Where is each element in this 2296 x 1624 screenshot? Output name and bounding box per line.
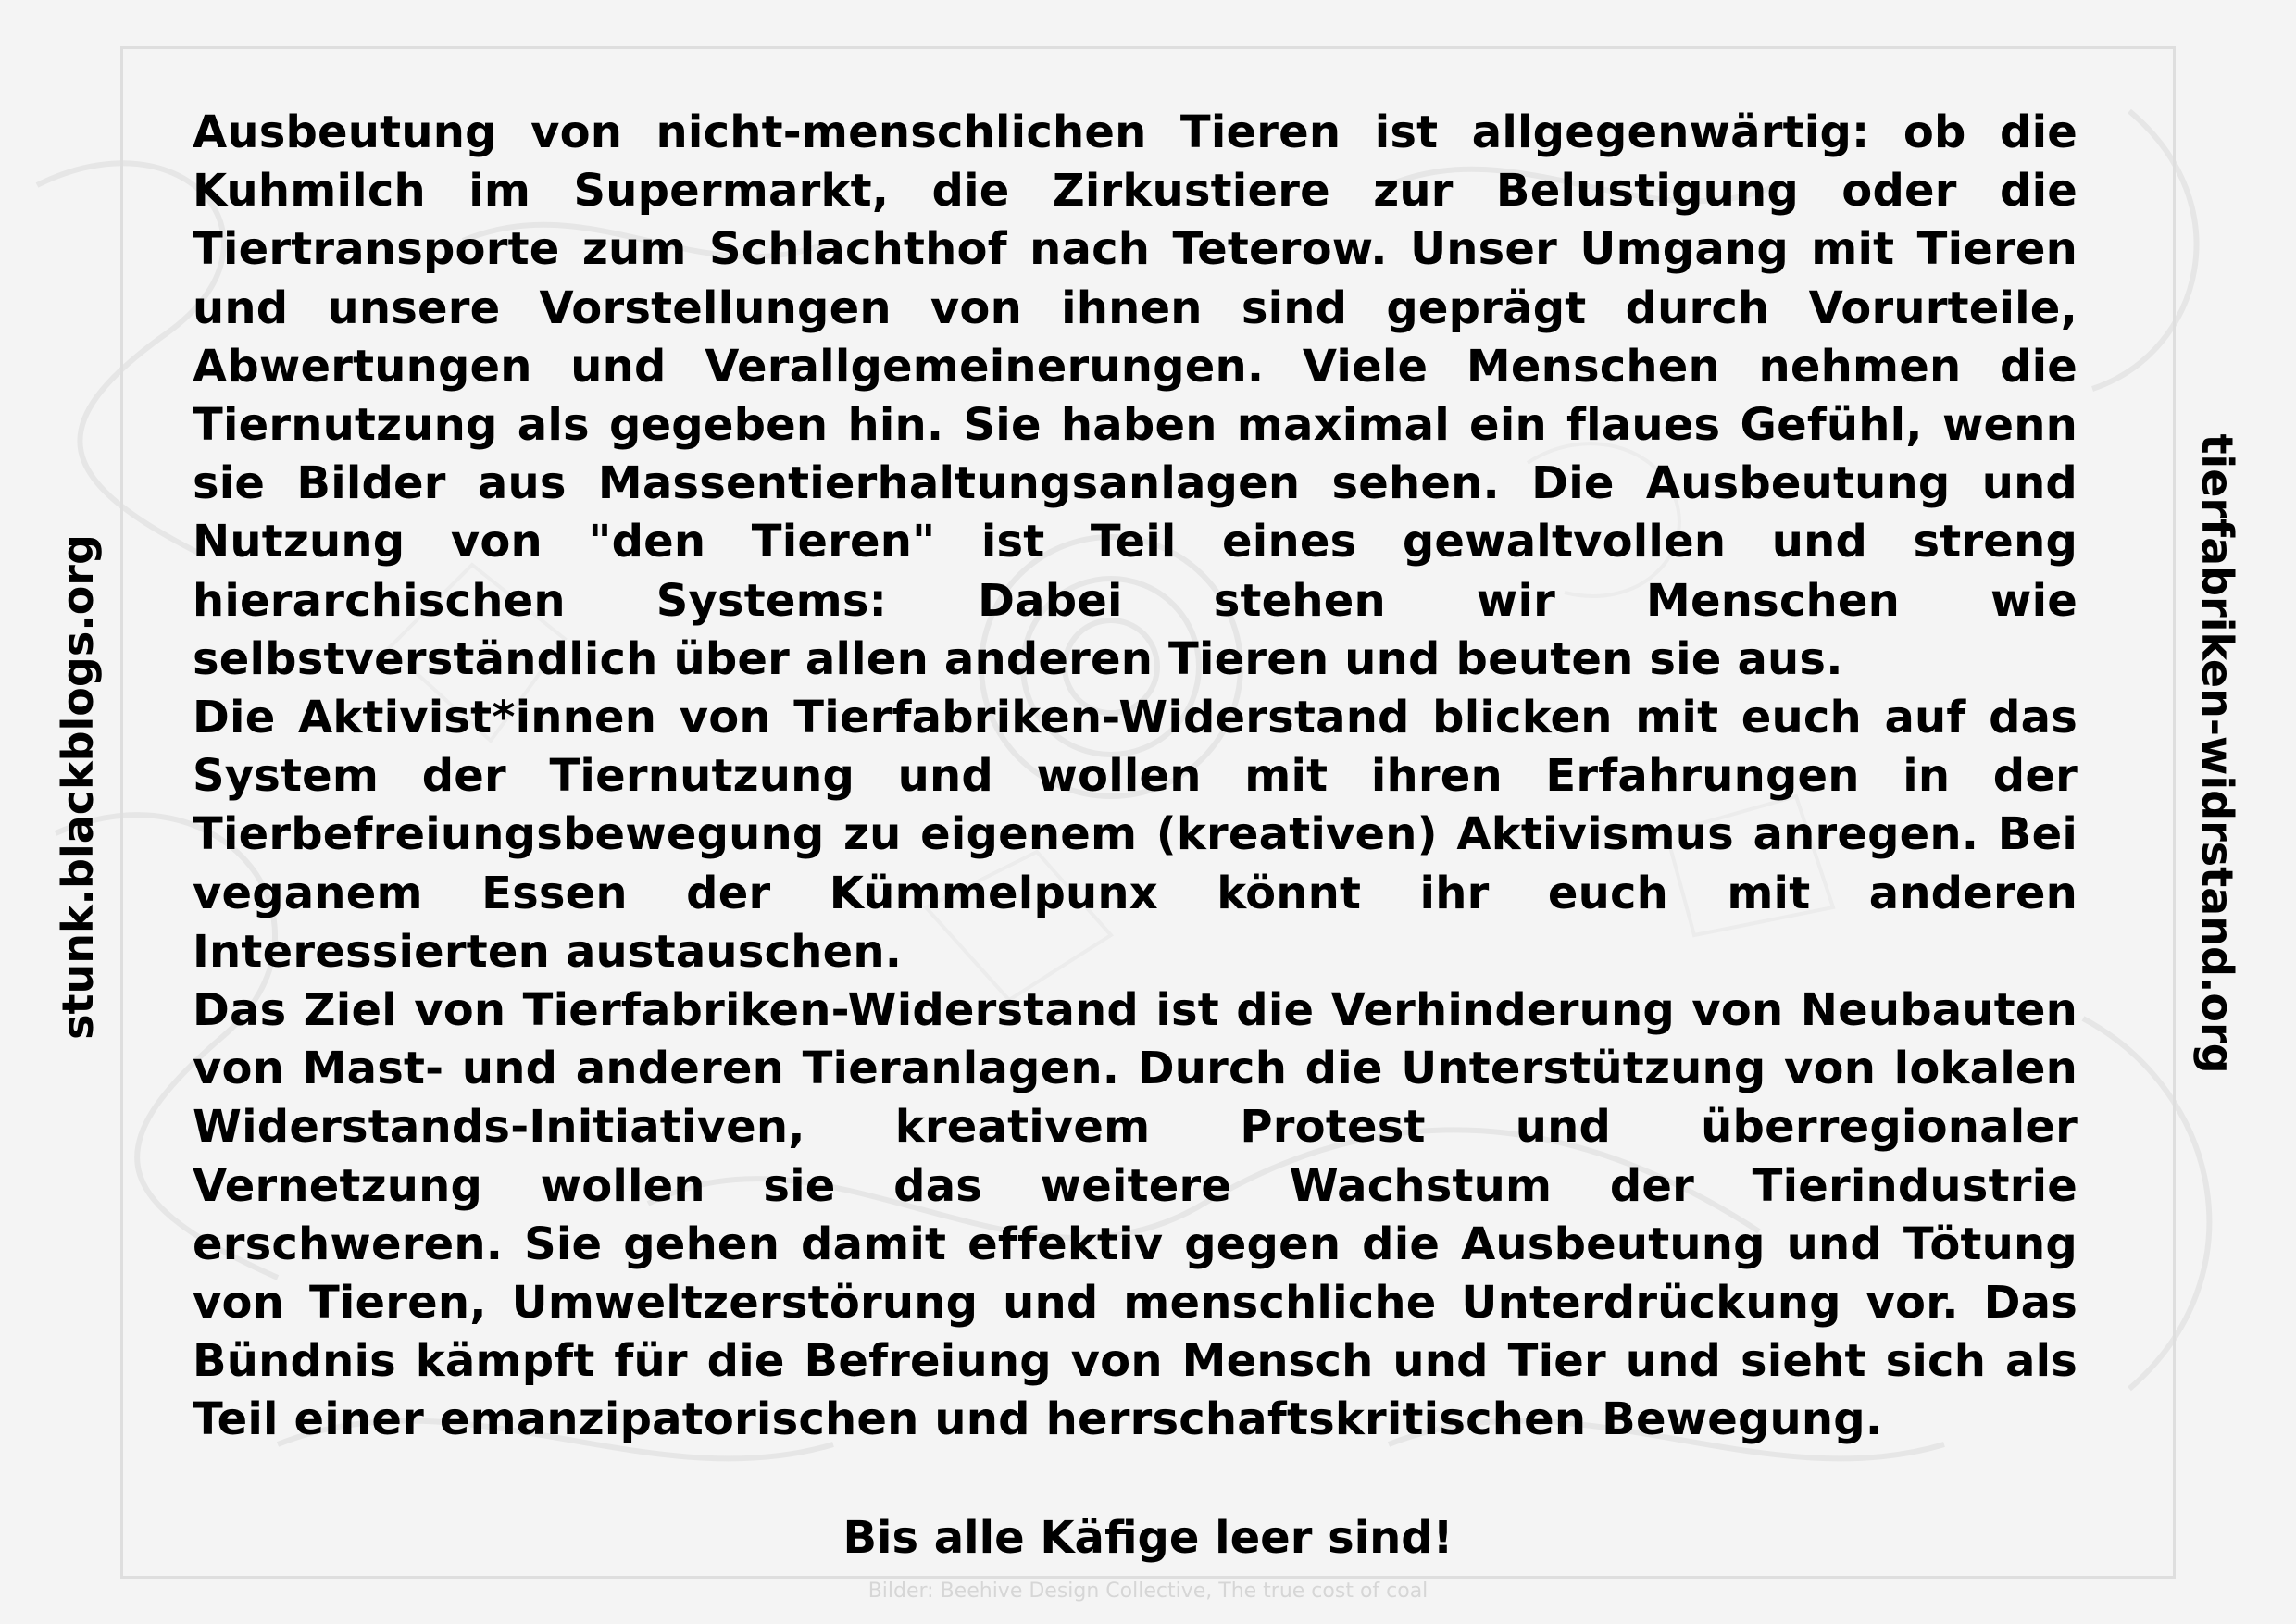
paragraph-goal: Das Ziel von Tierfabriken-Widerstand ist die Verhinderung von Neubauten von Mast- und anderen Tieranlagen. Durch die Unterstützung von lokalen Widerstands-Initiativen, kreativem Protest und überregionaler Vernetzung wollen sie das weitere Wachstum der Tierindustrie erschweren. Sie gehen damit effektiv gegen die Ausbeutung und Tötung von Tieren, Umweltzerstörung und menschliche Unterdrückung vor. Das Bündnis kämpft für die Befreiung von Mensch und Tier und sieht sich als Teil einer emanzipatorischen und herrschaftskritischen Bewegung.	[193, 984, 2078, 1446]
closing-slogan: Bis alle Käfige leer sind!	[842, 1512, 1454, 1564]
image-credit: Bilder: Beehive Design Collective, The true cost of coal	[867, 1580, 1429, 1603]
side-url-left: stunk.blackblogs.org	[53, 534, 103, 1040]
side-url-right: tierfabriken-widrstand.org	[2192, 433, 2242, 1074]
paragraph-activists: Die Aktivist*innen von Tierfabriken-Widerstand blicken mit euch auf das System der Tiernutzung und wollen mit ihren Erfahrungen in der Tierbefreiungsbewegung zu eigenem (kreativen) Aktivismus anregen. Bei veganem Essen der Kümmelpunx könnt ihr euch mit anderen Interessierten austauschen.	[193, 692, 2078, 978]
paragraph-intro: Ausbeutung von nicht-menschlichen Tieren ist allgegenwärtig: ob die Kuhmilch im Supermarkt, die Zirkustiere zur Belustigung oder die Tiertransporte zum Schlachthof nach Teterow. Unser Umgang mit Tieren und unsere Vorstellungen von ihnen sind geprägt durch Vorurteile, Abwertungen und Verallgemeinerungen. Viele Menschen nehmen die Tiernutzung als gegeben hin. Sie haben maximal ein flaues Gefühl, wenn sie Bilder aus Massentierhaltungsanlagen sehen. Die Ausbeutung und Nutzung von "den Tieren" ist Teil eines gewaltvollen und streng hierarchischen Systems: Dabei stehen wir Menschen wie selbstverständlich über allen anderen Tieren und beuten sie aus.	[193, 106, 2078, 685]
main-text	[193, 104, 2078, 1450]
